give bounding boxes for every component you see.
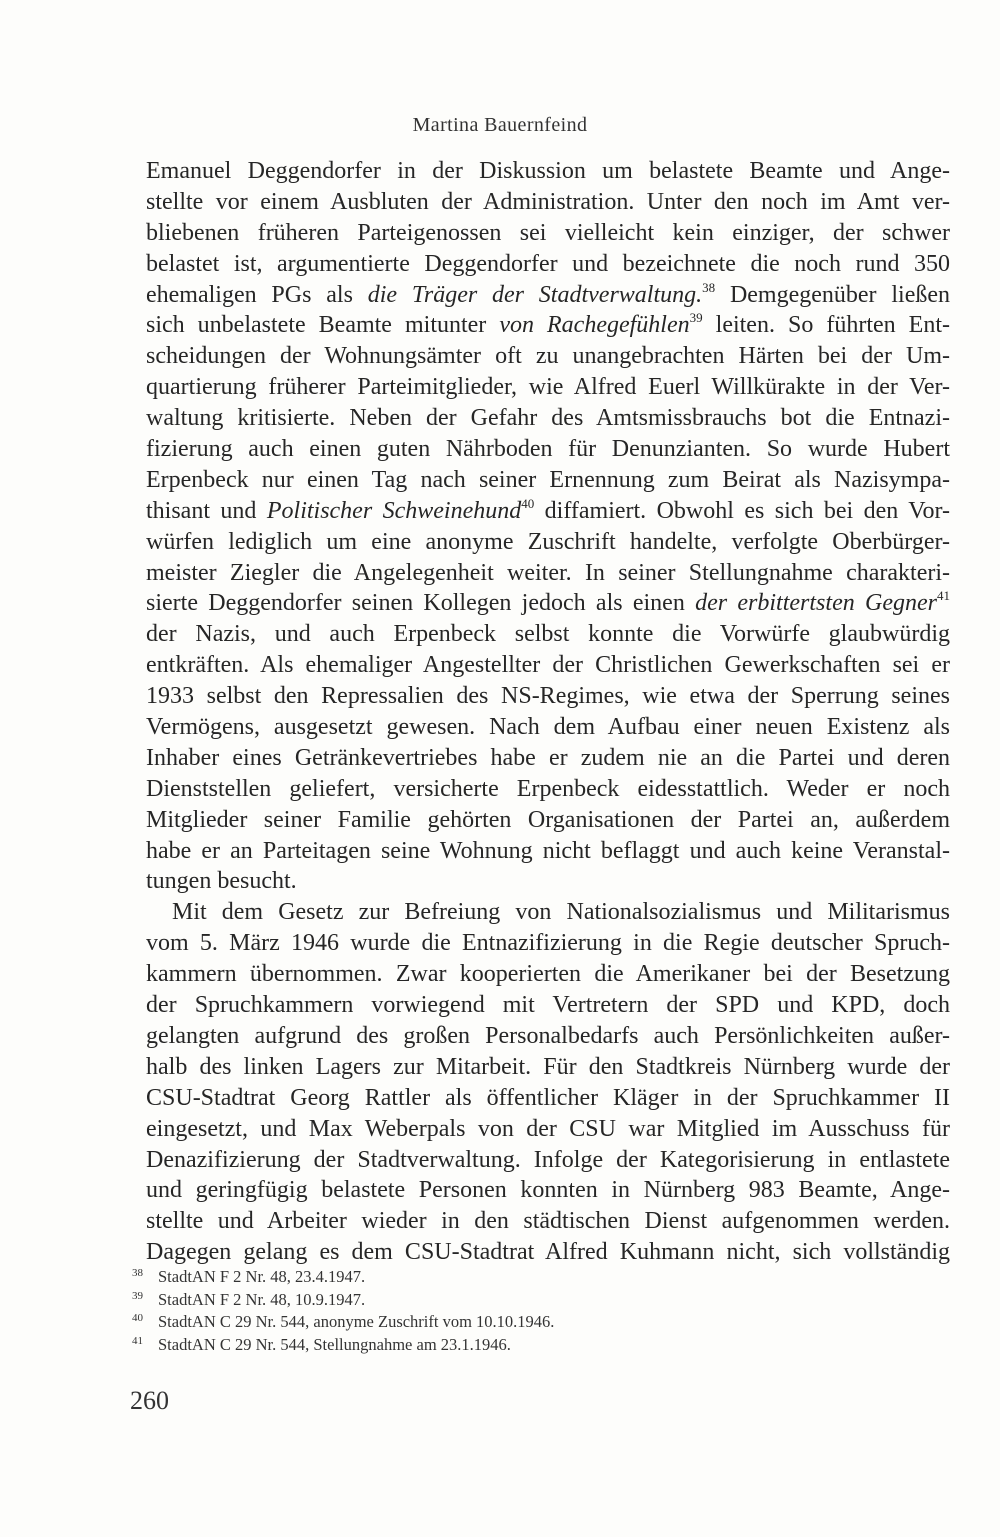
emphasis: der erbittertsten Gegner: [695, 590, 937, 617]
text-run: waltung kritisierte. Neben der Gefahr des Amtsmissbrauchs bot die Entnazi-: [146, 405, 950, 432]
text-run: 1933 selbst den Repressalien des NS-Regimes, wie etwa der Sperrung seines: [146, 683, 950, 710]
text-line: [146, 218, 950, 249]
text-line: [146, 403, 950, 434]
text-line: [146, 249, 950, 280]
emphasis: von Rachegefühlen: [499, 312, 690, 339]
text-line: [146, 341, 950, 372]
text-line: [146, 805, 950, 836]
text-line: [146, 1206, 950, 1237]
text-line: [146, 465, 950, 496]
text-run: Inhaber eines Getränkevertriebes habe er zudem nie an die Partei und deren: [146, 744, 950, 771]
text-line: [146, 1114, 950, 1145]
text-line: [146, 959, 950, 990]
text-run: CSU-Stadtrat Georg Rattler als öffentlicher Kläger in der Spruchkammer II: [146, 1084, 950, 1111]
body-text: [146, 156, 950, 1268]
text-run: gelangten aufgrund des großen Personalbedarfs auch Persönlichkeiten außer-: [146, 1022, 950, 1049]
text-line: [146, 743, 950, 774]
footnote-number: 38: [132, 1267, 143, 1279]
text-run: entkräften. Als ehemaliger Angestellter der Christlichen Gewerkschaften sei er: [146, 652, 950, 679]
text-run: der Nazis, und auch Erpenbeck selbst konnte die Vorwürfe glaubwürdig: [146, 621, 950, 648]
text-line: [146, 866, 950, 897]
text-line: [146, 1175, 950, 1206]
text-run: halb des linken Lagers zur Mitarbeit. Für den Stadtkreis Nürnberg wurde der: [146, 1053, 950, 1080]
text-line: [146, 372, 950, 403]
running-header: Martina Bauernfeind: [412, 114, 588, 136]
text-run: Dagegen gelang es dem CSU-Stadtrat Alfred Kuhmann nicht, sich vollständig: [146, 1239, 950, 1266]
text-line: [146, 434, 950, 465]
text-line: [146, 1237, 950, 1268]
text-run: belastet ist, argumentierte Deggendorfer und bezeichnete die noch rund 350: [146, 250, 950, 277]
text-line: [146, 712, 950, 743]
text-line: [146, 558, 950, 589]
text-run: Vermögens, ausgesetzt gewesen. Nach dem Aufbau einer neuen Existenz als: [146, 714, 950, 741]
text-run: fizierung auch einen guten Nährboden für Denunzianten. So wurde Hubert: [146, 436, 950, 463]
text-run: meister Ziegler die Angelegenheit weiter. In seiner Stellungnahme charakteri-: [146, 559, 950, 586]
footnote-text: StadtAN F 2 Nr. 48, 23.4.1947.: [158, 1267, 366, 1286]
text-run: Mit dem Gesetz zur Befreiung von Nationalsozialismus und Militarismus: [172, 899, 950, 926]
text-run: der Spruchkammern vorwiegend mit Vertretern der SPD und KPD, doch: [146, 992, 950, 1019]
text-run: Dienststellen geliefert, versicherte Erpenbeck eidesstattlich. Weder er noch: [146, 775, 950, 802]
text-run: sierte Deggendorfer seinen Kollegen jedoch als einen: [146, 590, 696, 617]
page-number: 260: [130, 1386, 169, 1415]
emphasis: Politischer Schweinehund: [266, 497, 522, 524]
text-line: [146, 990, 950, 1021]
footnote: [132, 1266, 952, 1289]
footnote: [132, 1311, 952, 1334]
text-line: [146, 681, 950, 712]
text-line: [146, 774, 950, 805]
text-run: Demgegenüber ließen: [715, 281, 950, 308]
text-run: vom 5. März 1946 wurde die Entnazifizierung in die Regie deutscher Spruch-: [146, 930, 950, 957]
text-line: [146, 1145, 950, 1176]
footnote-text: StadtAN F 2 Nr. 48, 10.9.1947.: [158, 1289, 366, 1309]
text-line: [146, 280, 950, 311]
text-line: [146, 928, 950, 959]
text-run: scheidungen der Wohnungsämter oft zu unangebrachten Härten bei der Um-: [146, 343, 950, 370]
text-run: würfen lediglich um eine anonyme Zuschrift handelte, verfolgte Oberbürger-: [146, 528, 950, 555]
footnote-text: StadtAN C 29 Nr. 544, anonyme Zuschrift vom 10.10.1946.: [158, 1312, 555, 1331]
text-run: ehemaligen PGs als: [146, 281, 368, 308]
text-run: Mitglieder seiner Familie gehörten Organisationen der Partei an, außerdem: [146, 806, 950, 833]
text-run: tungen besucht.: [146, 868, 297, 895]
text-line: [146, 619, 950, 650]
footnote-ref[interactable]: 40: [521, 495, 535, 511]
text-run: habe er an Parteitagen seine Wohnung nicht beflaggt und auch keine Veranstal-: [146, 837, 950, 864]
text-run: leiten. So führten Ent-: [702, 312, 951, 339]
footnote-number: 41: [132, 1334, 143, 1347]
text-line: [146, 496, 950, 527]
footnote-number: 40: [132, 1312, 143, 1324]
text-run: quartierung früherer Parteimitglieder, wie Alfred Euerl Willkürakte in der Ver-: [146, 374, 950, 401]
text-line: [146, 1052, 950, 1083]
footnote: [132, 1289, 952, 1312]
text-run: kammern übernommen. Zwar kooperierten die Amerikaner bei der Besetzung: [146, 961, 950, 988]
text-run: stellte vor einem Ausbluten der Administration. Unter den noch im Amt ver-: [146, 188, 950, 215]
emphasis: die Träger der Stadtverwaltung.: [367, 281, 703, 308]
footnote-text: StadtAN C 29 Nr. 544, Stellungnahme am 23.1.1946.: [158, 1334, 511, 1354]
footnote: [132, 1334, 952, 1357]
text-line: [146, 897, 950, 928]
text-line: [146, 1021, 950, 1052]
text-line: [146, 187, 950, 218]
text-run: stellte und Arbeiter wieder in den städtischen Dienst aufgenommen werden.: [146, 1208, 950, 1235]
text-run: diffamiert. Obwohl es sich bei den Vor-: [534, 497, 950, 524]
text-run: sich unbelastete Beamte mitunter: [146, 312, 500, 339]
text-run: und geringfügig belastete Personen konnten in Nürnberg 983 Beamte, Ange-: [146, 1177, 950, 1204]
footnote-ref[interactable]: 39: [689, 310, 703, 326]
text-run: Erpenbeck nur einen Tag nach seiner Ernennung zum Beirat als Nazisympa-: [146, 466, 950, 493]
text-run: thisant und: [146, 497, 267, 524]
text-run: eingesetzt, und Max Weberpals von der CSU war Mitglied im Ausschuss für: [146, 1115, 950, 1142]
text-line: [146, 527, 950, 558]
text-run: Denazifizierung der Stadtverwaltung. Infolge der Kategorisierung in entlastete: [146, 1146, 950, 1173]
footnote-number: 39: [132, 1289, 143, 1302]
text-run: bliebenen früheren Parteigenossen sei vielleicht kein einziger, der schwer: [146, 219, 950, 246]
text-line: [146, 156, 950, 187]
text-line: [146, 650, 950, 681]
footnote-ref[interactable]: 38: [702, 279, 716, 295]
text-line: [146, 836, 950, 867]
footnotes: [132, 1266, 952, 1356]
text-line: [146, 588, 950, 619]
text-line: [146, 310, 950, 341]
text-line: [146, 1083, 950, 1114]
footnote-ref[interactable]: 41: [936, 588, 950, 604]
text-run: Emanuel Deggendorfer in der Diskussion um belastete Beamte und Ange-: [146, 158, 950, 184]
